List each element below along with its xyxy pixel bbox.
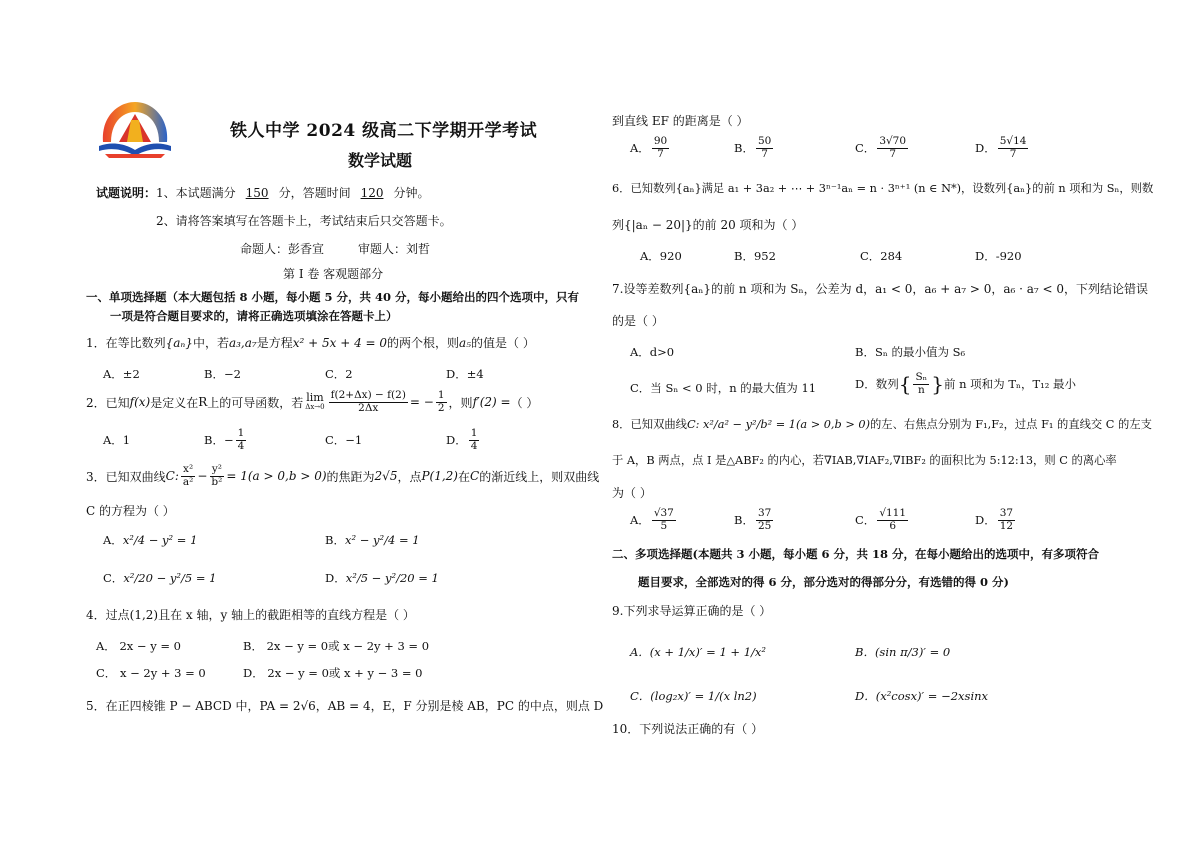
q8-b: 的左、右焦点分别为 F₁,F₂，过点 F₁ 的直线交 C 的左支 xyxy=(870,418,1152,431)
q8-optc-frac xyxy=(877,508,908,532)
q2-a: 2．已知 xyxy=(86,395,130,410)
section1-heading-2: 一项是符合题目要求的，请将正确选项填涂在答题卡上） xyxy=(110,309,398,323)
q8-optc-n: √111 xyxy=(879,507,907,519)
q5-optb-d: 7 xyxy=(761,147,768,160)
notice-line-2: 2、请将答案填写在答题卡上，考试结束后只交答题卡。 xyxy=(156,214,452,228)
q7-line-2: 的是（ ） xyxy=(612,314,664,328)
q9-stem: 9.下列求导运算正确的是（ ） xyxy=(612,604,772,618)
q4-option-a: A． 2x − y = 0 xyxy=(96,639,181,653)
q3-heq: = 1(a > 0,b > 0) xyxy=(226,469,327,484)
q2-c: 上的可导函数，若 xyxy=(207,395,304,410)
q7-optd-d: n xyxy=(917,383,925,396)
q8-option-c xyxy=(855,508,910,532)
q3-optc-label: C． xyxy=(103,571,124,585)
q4-option-d: D． 2x − y = 0或 x + y − 3 = 0 xyxy=(243,666,423,680)
q4-option-c: C． x − 2y + 3 = 0 xyxy=(96,666,206,680)
q8-a: 8．已知双曲线 xyxy=(612,418,687,431)
q5-optd-d: 7 xyxy=(1009,147,1017,160)
q4-stem: 4．过点(1,2)且在 x 轴，y 轴上的截距相等的直线方程是（ ） xyxy=(86,608,415,622)
q5-optd-n: 5√14 xyxy=(999,135,1027,147)
q8-opta-label: A． xyxy=(630,513,650,528)
q1-option-b: B．−2 xyxy=(204,367,241,381)
q5-optd-label: D． xyxy=(975,141,996,156)
q3-stem: 3．已知双曲线 C: $\frac{\text{x²}}{\text{a²}}$ − $\frac{\text{y²}}{\text{b²}}$ = 1(a > 0,b > 0) 的焦距为 2√5 ，点 P(1,2) 在 C 的渐近线上，则双曲线 xyxy=(86,463,600,488)
q5-opta-label: A． xyxy=(630,141,650,156)
q8-line-2: 于 A，B 两点，点 I 是△ABF₂ 的内心，若∇IAB,∇IAF₂,∇IBF₂ 的面积比为 5:12:13，则 C 的离心率 xyxy=(612,454,1117,467)
q3-optc-eq: x²/20 − y²/5 = 1 xyxy=(123,571,217,585)
q8-optd-frac xyxy=(998,508,1015,532)
q3-optb-label: B． xyxy=(325,533,345,547)
q8-optb-d: 25 xyxy=(757,519,772,532)
q1-d: 的两个根，则 xyxy=(387,336,460,350)
q6-option-b: B．952 xyxy=(734,249,776,263)
q6-line-1: 6．已知数列{aₙ}满足 a₁ + 3a₂ + ⋯ + 3ⁿ⁻¹aₙ = n · 3ⁿ⁺¹ (n ∈ N*)，设数列{aₙ}的前 n 项和为 Sₙ，则数 xyxy=(612,182,1154,195)
q3-optd-label: D． xyxy=(325,571,346,585)
notice1-prefix: 1、本试题满分 xyxy=(156,186,236,200)
q5-stem: 5．在正四棱锥 P − ABCD 中，PA = 2√6，AB = 4，E，F 分别是棱 AB，PC 的中点，则点 D xyxy=(86,699,604,713)
q2-optd-d: 4 xyxy=(470,439,478,452)
q7-optd-brace-l: { xyxy=(898,372,912,397)
q8-optb-frac xyxy=(756,508,773,532)
q2-fraction xyxy=(329,390,408,414)
q1-eq: x² + 5x + 4 = 0 xyxy=(292,336,388,350)
q3-b: 的焦距为 xyxy=(326,469,375,484)
q2-b: 是定义在 xyxy=(150,395,199,410)
q5-optb-label: B． xyxy=(734,141,754,156)
section2-heading-2: 题目要求，全部选对的得 6 分，部分选对的得部分分，有选错的得 0 分) xyxy=(638,575,1009,589)
q3-optb-eq: x² − y²/4 = 1 xyxy=(344,533,420,547)
q5-optc-d: 7 xyxy=(889,147,897,160)
q7-optd-n: Sₙ xyxy=(915,371,928,383)
q9-option-c: C．(log₂x)′ = 1/(x ln2) xyxy=(630,689,757,703)
q5-optd-frac xyxy=(998,136,1029,160)
q5-option-a xyxy=(630,136,671,160)
section2-heading-1: 二、多项选择题(本题共 3 小题，每小题 6 分，共 18 分，在每小题给出的选项中，有多项符合 xyxy=(612,547,1099,561)
q2-eq: = − xyxy=(409,395,434,410)
q5-optb-frac xyxy=(756,136,773,160)
q1-b: 中，若 xyxy=(192,336,229,350)
q8-optd-label: D． xyxy=(975,513,996,528)
q6-option-a: A．920 xyxy=(640,249,682,263)
q5-optc-label: C． xyxy=(855,141,876,156)
q3-option-b xyxy=(325,532,420,548)
q1-c: 是方程 xyxy=(256,336,293,350)
q5-option-b xyxy=(734,136,775,160)
q8-option-d xyxy=(975,508,1017,532)
q2-option-d xyxy=(446,428,481,452)
q7-option-b: B．Sₙ 的最小值为 S₆ xyxy=(855,345,966,359)
q2-rhs xyxy=(436,390,447,414)
q9-option-d: D．(x²cosx)′ = −2xsinx xyxy=(855,689,989,703)
q3-d: 在 xyxy=(458,469,471,484)
school-logo xyxy=(95,96,175,162)
q1-option-c: C．2 xyxy=(325,367,353,381)
q6-option-c: C．284 xyxy=(860,249,903,263)
q3-Cc: C xyxy=(470,469,480,484)
exam-time: 120 xyxy=(360,186,384,200)
q8-option-b xyxy=(734,508,775,532)
notice1-suffix: 分钟。 xyxy=(393,186,430,200)
q3-hx: x² xyxy=(183,463,194,475)
q2-lim-sub: Δx→0 xyxy=(305,403,325,412)
q3-option-c xyxy=(103,570,216,586)
q7-option-d xyxy=(855,372,1076,396)
q2-option-c: C．−1 xyxy=(325,433,363,447)
q5-opta-frac xyxy=(652,136,669,160)
section1-heading-1: 一、单项选择题（本大题包括 8 小题，每小题 5 分，共 40 分，每小题给出的四个选项中，只有 xyxy=(86,290,580,304)
title: 铁人中学 2024 级高二下学期开学考试 xyxy=(230,121,538,141)
q3-c: ，点 xyxy=(397,469,422,484)
q3-hb: b² xyxy=(211,475,223,488)
q1-roots: a₃,a₇ xyxy=(228,336,257,350)
notice-label: 试题说明： xyxy=(96,186,157,200)
q1-option-a: A．±2 xyxy=(103,367,140,381)
q3-a: 3．已知双曲线 xyxy=(86,469,166,484)
q9-option-a: A．(x + 1/x)′ = 1 + 1/x² xyxy=(630,645,766,659)
q5-optc-frac xyxy=(877,136,908,160)
q7-optd-a: D．数列 xyxy=(855,377,899,392)
reviewer: 审题人：刘哲 xyxy=(358,242,431,256)
author: 命题人：彭香宣 xyxy=(240,242,325,256)
q1-e: 的值是（ ） xyxy=(471,336,535,350)
q2-optb-frac xyxy=(236,428,247,452)
q2-e: （ ） xyxy=(510,395,539,410)
q6-option-d: D．-920 xyxy=(975,249,1022,263)
q7-line-1: 7.设等差数列{aₙ}的前 n 项和为 Sₙ，公差为 d，a₁ < 0，a₆ + a₇ > 0，a₆ · a₇ < 0，下列结论错误 xyxy=(612,282,1149,296)
q2-optb-label: B．− xyxy=(204,433,234,448)
q8-opta-n: √37 xyxy=(653,507,674,519)
q8-opta-frac xyxy=(652,508,676,532)
q7-optd-frac xyxy=(913,372,929,396)
q8-optb-n: 37 xyxy=(757,507,772,519)
notice1-mid: 分，答题时间 xyxy=(278,186,351,200)
q2-lim-text: lim xyxy=(306,391,324,405)
q5-option-d xyxy=(975,136,1030,160)
q1-seq: {aₙ} xyxy=(165,336,193,350)
q8-opta-d: 5 xyxy=(660,519,668,532)
q3-point: P(1,2) xyxy=(421,469,458,484)
q5-opta-n: 90 xyxy=(653,135,668,147)
q2-optd-n: 1 xyxy=(470,427,478,439)
q1-option-d: D．±4 xyxy=(446,367,484,381)
q8-eq: C: x²/a² − y²/b² = 1(a > 0,b > 0) xyxy=(686,418,870,431)
q7-optd-b: 前 n 项和为 Tₙ，T₁₂ 最小 xyxy=(943,377,1077,392)
q2-optd-label: D． xyxy=(446,433,467,448)
q3-frac-y xyxy=(209,464,224,488)
q2-d: ，则 xyxy=(448,395,473,410)
q3-hy: y² xyxy=(211,463,222,475)
q8-line-1 xyxy=(612,416,1152,432)
q5-opta-d: 7 xyxy=(657,147,664,160)
q2-option-b xyxy=(204,428,248,452)
q3-stem-2: C 的方程为（ ） xyxy=(86,504,175,518)
q2-lim xyxy=(305,392,324,412)
part-heading: 第 I 卷 客观题部分 xyxy=(283,267,384,281)
q7-option-a: A．d>0 xyxy=(630,345,675,359)
q2-R: R xyxy=(198,395,208,410)
q2-rhs-n: 1 xyxy=(437,389,445,401)
q5-optb-n: 50 xyxy=(757,135,772,147)
q2-num: f(2+Δx) − f(2) xyxy=(330,389,406,401)
q8-optb-label: B． xyxy=(734,513,754,528)
q3-frac-x xyxy=(181,464,195,488)
notice-line-1 xyxy=(96,184,430,201)
q5-stem-cont: 到直线 EF 的距离是（ ） xyxy=(612,114,749,128)
q3-C: C: xyxy=(165,469,179,484)
q8-option-a xyxy=(630,508,678,532)
q8-optd-n: 37 xyxy=(999,507,1014,519)
q2-optb-d: 4 xyxy=(237,439,245,452)
q2-stem xyxy=(86,390,538,414)
q10-stem: 10．下列说法正确的有（ ） xyxy=(612,722,764,736)
q4-option-b: B． 2x − y = 0或 x − 2y + 3 = 0 xyxy=(243,639,430,653)
q2-optb-n: 1 xyxy=(237,427,245,439)
q3-ha: a² xyxy=(182,475,194,488)
q2-f: f(x) xyxy=(129,395,151,410)
q2-den: 2Δx xyxy=(358,401,379,414)
q1-stem xyxy=(86,334,535,351)
q1-a: 1．在等比数列 xyxy=(86,336,166,350)
q7-option-c: C．当 Sₙ < 0 时，n 的最大值为 11 xyxy=(630,381,817,395)
q2-optd-frac xyxy=(469,428,480,452)
q2-rhs-d: 2 xyxy=(437,401,445,414)
q3-focal: 2√5 xyxy=(374,469,398,484)
q5-optc-n: 3√70 xyxy=(879,135,907,147)
full-score: 150 xyxy=(245,186,269,200)
q7-optd-brace-r: } xyxy=(931,372,944,397)
q3-option-d xyxy=(325,570,439,586)
q3-opta-label: A． xyxy=(103,533,123,547)
q1-target: a₅ xyxy=(459,336,472,350)
q8-optc-d: 6 xyxy=(889,519,897,532)
q3-opta-eq: x²/4 − y² = 1 xyxy=(122,533,198,547)
q9-option-b: B．(sin π/3)′ = 0 xyxy=(855,645,951,659)
subtitle: 数学试题 xyxy=(348,151,413,170)
q3-e: 的渐近线上，则双曲线 xyxy=(479,469,600,484)
q5-option-c xyxy=(855,136,910,160)
q2-fp: f′(2) = xyxy=(472,395,511,410)
q8-line-3: 为（ ） xyxy=(612,486,652,500)
q6-line-2: 列{|aₙ − 20|}的前 20 项和为（ ） xyxy=(612,218,804,232)
q8-optd-d: 12 xyxy=(999,519,1014,532)
q3-optd-eq: x²/5 − y²/20 = 1 xyxy=(345,571,439,585)
q8-optc-label: C． xyxy=(855,513,876,528)
q2-option-a: A．1 xyxy=(103,433,131,447)
q3-option-a xyxy=(103,532,197,548)
